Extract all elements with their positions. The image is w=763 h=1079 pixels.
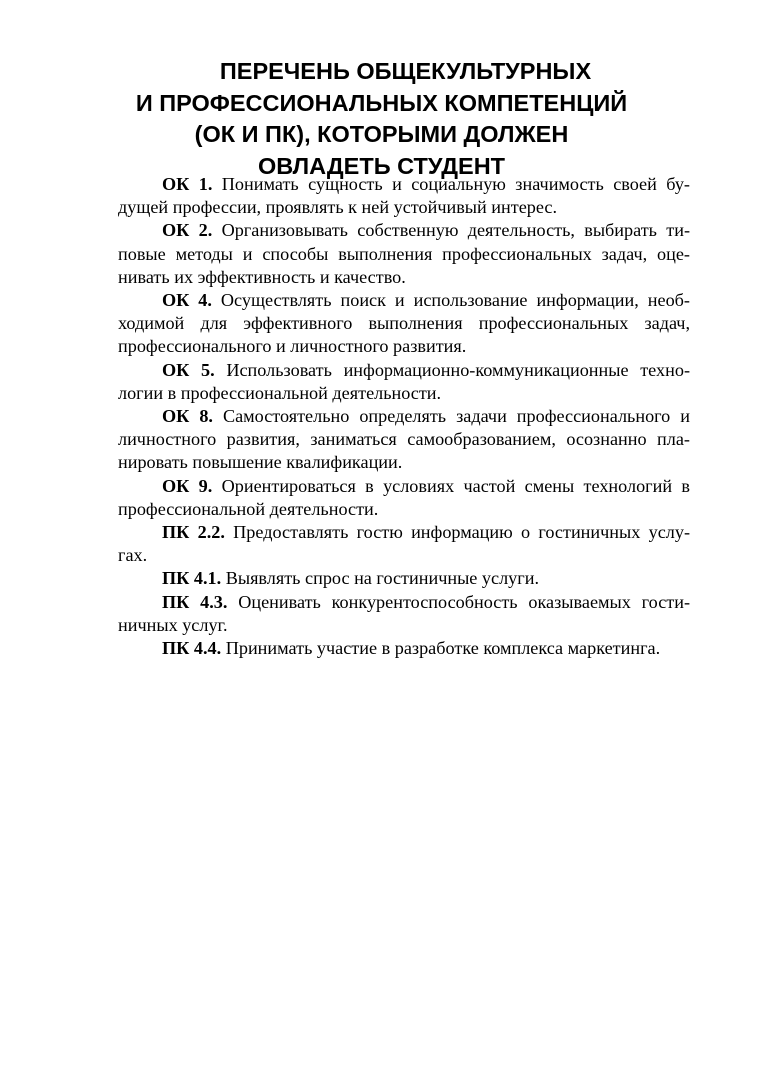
competency-code: ОК 8. [162, 406, 213, 427]
competency-code: ОК 9. [162, 475, 213, 496]
competency-code: ПК 4.3. [162, 591, 228, 612]
competency-text: Самостоятельно определять задачи профессионального и [212, 406, 690, 427]
competency-line: повые методы и способы выполнения профессиональных задач, оце- [118, 243, 690, 264]
competency-item-ok5 [74, 359, 690, 405]
title-line-3: (ОК И ПК), КОТОРЫМИ ДОЛЖЕН [194, 121, 569, 147]
competency-item-ok1 [74, 173, 690, 219]
competency-item-ok9 [74, 475, 690, 521]
title-line-4: ОВЛАДЕТЬ СТУДЕНТ [257, 152, 506, 179]
competency-code: ОК 1. [162, 174, 213, 194]
competency-line [74, 521, 690, 544]
competency-text: Организовывать собственную деятельность, выбирать ти- [212, 220, 690, 241]
competency-line: логии в профессиональной деятельности. [118, 382, 442, 403]
competency-line: ходимой для эффективного выполнения профессиональных задач, [118, 313, 690, 334]
competency-text: Ориентироваться в условиях частой смены технологий в [212, 475, 690, 496]
competency-line: ничных услуг. [118, 614, 228, 635]
competency-item-pk4-4 [74, 637, 690, 660]
competency-code: ОК 5. [162, 359, 215, 380]
competency-line [74, 475, 690, 498]
competency-line [74, 637, 690, 660]
competency-line: профессиональной деятельности. [118, 498, 379, 519]
title-line-1: ПЕРЕЧЕНЬ ОБЩЕКУЛЬТУРНЫХ [219, 58, 592, 84]
competency-code: ПК 4.1. [162, 568, 222, 589]
title-line-2: И ПРОФЕССИОНАЛЬНЫХ КОМПЕТЕНЦИЙ [135, 89, 628, 116]
page-title [0, 56, 763, 182]
competency-list [74, 173, 690, 660]
competency-item-ok2 [74, 219, 690, 289]
competency-line: нировать повышение квалификации. [118, 452, 403, 473]
competency-code: ОК 4. [162, 290, 212, 311]
competency-line [74, 173, 690, 196]
competency-line [74, 359, 690, 382]
competency-line [74, 591, 690, 614]
competency-line [74, 567, 690, 590]
competency-item-pk2-2 [74, 521, 690, 567]
competency-code: ПК 4.4. [162, 638, 222, 659]
competency-text: Принимать участие в разработке комплекса маркетинга. [221, 638, 661, 659]
competency-text: Оценивать конкурентоспособность оказываемых гости- [227, 591, 691, 612]
competency-text: Предоставлять гостю информацию о гостиничных услу- [224, 522, 690, 543]
competency-item-pk4-1 [74, 567, 690, 590]
competency-line: дущей профессии, проявлять к ней устойчивый интерес. [118, 197, 558, 218]
competency-text: Понимать сущность и социальную значимость своей бу- [212, 174, 690, 194]
competency-line: личностного развития, заниматься самообразованием, осознанно пла- [118, 429, 690, 450]
competency-line [74, 289, 690, 312]
competency-line: гах. [118, 545, 148, 566]
competency-line [74, 219, 690, 242]
competency-code: ПК 2.2. [162, 522, 225, 543]
competency-line: нивать их эффективность и качество. [118, 266, 406, 287]
competency-code: ОК 2. [162, 220, 213, 241]
competency-item-ok4 [74, 289, 690, 359]
competency-text: Использовать информационно-коммуникационные техно- [214, 359, 690, 380]
competency-item-pk4-3 [74, 591, 690, 637]
competency-text: Осуществлять поиск и использование информации, необ- [211, 290, 690, 311]
competency-item-ok8 [74, 405, 690, 475]
competency-text: Выявлять спрос на гостиничные услуги. [221, 568, 540, 589]
competency-line [74, 405, 690, 428]
competency-line: профессионального и личностного развития. [118, 336, 467, 357]
